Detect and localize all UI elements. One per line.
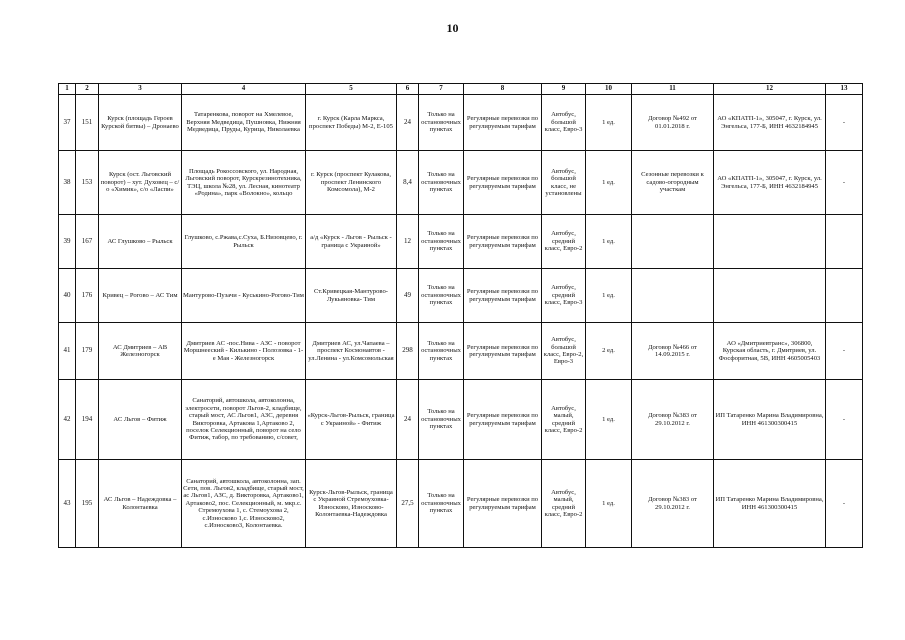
transport-type: Регулярные перевозки по регулируемым тарифам <box>464 323 542 380</box>
row-number: 38 <box>59 151 76 215</box>
contract-info <box>632 269 714 323</box>
route-number: 194 <box>76 380 99 460</box>
contract-info <box>632 215 714 269</box>
boarding-order: Только на остановочных пунктах <box>419 269 464 323</box>
route-number: 151 <box>76 95 99 151</box>
route-length: 49 <box>397 269 419 323</box>
route-number: 153 <box>76 151 99 215</box>
vehicle-count: 1 ед. <box>586 380 632 460</box>
vehicle-count: 2 ед. <box>586 323 632 380</box>
contract-info: Договор №492 от 01.01.2018 г. <box>632 95 714 151</box>
transport-type: Регулярные перевозки по регулируемым тарифам <box>464 215 542 269</box>
notes <box>826 269 863 323</box>
vehicle-class: Автобус, большой класс, Евро-2, Евро-3 <box>542 323 586 380</box>
notes: - <box>826 460 863 548</box>
table-row <box>59 95 863 151</box>
row-number: 37 <box>59 95 76 151</box>
route-streets: г. Курск (Карла Маркса, проспект Победы) М-2, Е-105 <box>306 95 397 151</box>
boarding-order: Только на остановочных пунктах <box>419 151 464 215</box>
route-number: 179 <box>76 323 99 380</box>
route-streets: Ст.Кривецкая-Мантурово-Лукьяновка- Тим <box>306 269 397 323</box>
header-cell: 3 <box>99 84 182 95</box>
route-length: 12 <box>397 215 419 269</box>
transport-type: Регулярные перевозки по регулируемым тарифам <box>464 151 542 215</box>
boarding-order: Только на остановочных пунктах <box>419 380 464 460</box>
page-number: 10 <box>446 21 459 35</box>
carrier-info: АО «КПАТП-1», 305047, г. Курск, ул. Энгельса, 177-Б, ИНН 4632184945 <box>714 95 826 151</box>
carrier-info <box>714 215 826 269</box>
intermediate-stops: Санаторий, автошкола, автоколонна, электросети, поворот Льгов-2, кладбище, старый мост, АС Льгов1, АЗС, деревня Викторовка, Артакова 1,Артаково 2, поселок Селекционный, поворот на село Фитиж, табор, по требованию, с/совет, <box>182 380 306 460</box>
route-streets: г. Курск (проспект Кулакова, проспект Ленинского Комсомола), М-2 <box>306 151 397 215</box>
row-number: 39 <box>59 215 76 269</box>
header-cell: 7 <box>419 84 464 95</box>
boarding-order: Только на остановочных пунктах <box>419 323 464 380</box>
table-row <box>59 151 863 215</box>
row-number: 42 <box>59 380 76 460</box>
notes: - <box>826 151 863 215</box>
route-streets: а/д «Курск - Льгов - Рыльск - граница с Украиной» <box>306 215 397 269</box>
notes: - <box>826 95 863 151</box>
header-cell: 13 <box>826 84 863 95</box>
transport-type: Регулярные перевозки по регулируемым тарифам <box>464 380 542 460</box>
carrier-info <box>714 269 826 323</box>
vehicle-class: Автобус, малый, средний класс, Евро-2 <box>542 380 586 460</box>
row-number: 40 <box>59 269 76 323</box>
vehicle-class: Автобус, большой класс, Евро-3 <box>542 95 586 151</box>
route-name: АС Глушково – Рыльск <box>99 215 182 269</box>
route-name: Курск (ост. Льговский поворот) – хут. Духовец – с/о «Химик», с/о «Ласпи» <box>99 151 182 215</box>
header-cell: 12 <box>714 84 826 95</box>
carrier-info: ИП Татаренко Марина Владимировна, ИНН 461300300415 <box>714 380 826 460</box>
route-number: 176 <box>76 269 99 323</box>
header-cell: 11 <box>632 84 714 95</box>
route-length: 24 <box>397 95 419 151</box>
boarding-order: Только на остановочных пунктах <box>419 95 464 151</box>
intermediate-stops: Мантурово-Пузачи - Куськино-Рогово-Тим <box>182 269 306 323</box>
table-row <box>59 269 863 323</box>
table-row <box>59 460 863 548</box>
vehicle-class: Автобус, малый, средний класс, Евро-2 <box>542 460 586 548</box>
contract-info: Договор №383 от 29.10.2012 г. <box>632 460 714 548</box>
route-name: АС Дмитриев – АВ Железногорск <box>99 323 182 380</box>
intermediate-stops: Дмитриев АС -пос.Нива - АЗС - поворот Моршнееский - Килькино - Полозовка - 1-е Мая - Железногорск <box>182 323 306 380</box>
header-cell: 1 <box>59 84 76 95</box>
boarding-order: Только на остановочных пунктах <box>419 460 464 548</box>
route-length: 27,5 <box>397 460 419 548</box>
route-number: 195 <box>76 460 99 548</box>
vehicle-class: Автобус, большой класс, не установлены <box>542 151 586 215</box>
header-cell: 10 <box>586 84 632 95</box>
table-row <box>59 215 863 269</box>
header-cell: 5 <box>306 84 397 95</box>
contract-info: Сезонные перевозки к садово-огородным участкам <box>632 151 714 215</box>
route-name: АС Льгов – Надеждовка – Колонтаевка <box>99 460 182 548</box>
boarding-order: Только на остановочных пунктах <box>419 215 464 269</box>
notes: - <box>826 380 863 460</box>
route-length: 298 <box>397 323 419 380</box>
route-length: 24 <box>397 380 419 460</box>
vehicle-class: Автобус, средний класс, Евро-3 <box>542 269 586 323</box>
transport-type: Регулярные перевозки по регулируемым тарифам <box>464 95 542 151</box>
header-cell: 4 <box>182 84 306 95</box>
header-cell: 6 <box>397 84 419 95</box>
notes: - <box>826 323 863 380</box>
vehicle-count: 1 ед. <box>586 95 632 151</box>
route-number: 167 <box>76 215 99 269</box>
carrier-info: АО «КПАТП-1», 305047, г. Курск, ул. Энгельса, 177-Б, ИНН 4632184945 <box>714 151 826 215</box>
header-cell: 8 <box>464 84 542 95</box>
route-streets: «Курск-Льгов-Рыльск, граница с Украиной» - Фитиж <box>306 380 397 460</box>
notes <box>826 215 863 269</box>
header-row <box>59 84 863 95</box>
route-name: АС Льгов – Фитиж <box>99 380 182 460</box>
intermediate-stops: Татаренкова, поворот на Хмелевое, Верхняя Медведица, Пушновка, Нижняя Медведица, Пруды, Курица, Николаевка <box>182 95 306 151</box>
routes-table <box>58 83 863 548</box>
vehicle-count: 1 ед. <box>586 215 632 269</box>
header-cell: 2 <box>76 84 99 95</box>
vehicle-count: 1 ед. <box>586 460 632 548</box>
row-number: 43 <box>59 460 76 548</box>
route-streets: Курск-Льгов-Рыльск, граница с Украиной Стремоуховка-Износково, Износково-Колонтаевка-Надеждовка <box>306 460 397 548</box>
intermediate-stops: Площадь Рокоссовского, ул. Народная, Льговский поворот, Курскрезинотехника, ТЭЦ, школа №28, ул. Лесная, кинотеатр «Родина», парк «Волокно», кольцо <box>182 151 306 215</box>
vehicle-count: 1 ед. <box>586 151 632 215</box>
carrier-info: АО «Дмитриевтранс», 306800, Курская область, г. Дмитриев, ул. Фосфоритная, 5В, ИНН 4605005403 <box>714 323 826 380</box>
contract-info: Договор №383 от 29.10.2012 г. <box>632 380 714 460</box>
transport-type: Регулярные перевозки по регулируемым тарифам <box>464 269 542 323</box>
vehicle-count: 1 ед. <box>586 269 632 323</box>
table-row <box>59 323 863 380</box>
transport-type: Регулярные перевозки по регулируемым тарифам <box>464 460 542 548</box>
route-name: Кривец – Рогово – АС Тим <box>99 269 182 323</box>
row-number: 41 <box>59 323 76 380</box>
carrier-info: ИП Татаренко Марина Владимировна, ИНН 461300300415 <box>714 460 826 548</box>
route-length: 8,4 <box>397 151 419 215</box>
route-streets: Дмитриев АС, ул.Чапаева – проспект Космонавтов - ул.Ленина - ул.Комсомольская <box>306 323 397 380</box>
contract-info: Договор №466 от 14.09.2015 г. <box>632 323 714 380</box>
route-name: Курск (площадь Героев Курской битвы) – Дронаево <box>99 95 182 151</box>
header-cell: 9 <box>542 84 586 95</box>
table-row <box>59 380 863 460</box>
intermediate-stops: Глушково, с.Ржава,с.Суха, Б.Низовцево, г. Рыльск <box>182 215 306 269</box>
intermediate-stops: Санаторий, автошкола, автоколонна, зап. Сети, пов. Льгов2, кладбище, старый мост, ас Льгов1, АЗС, д. Викторовка, Артаково1, Артаково2, пос. Селекционный, м. мкр.с. Стремоухова 1, с. Стемоухова 2, с.Износково 1,с. Износково2, с.Износково3, Колонтаевка. <box>182 460 306 548</box>
vehicle-class: Автобус, средний класс, Евро-2 <box>542 215 586 269</box>
